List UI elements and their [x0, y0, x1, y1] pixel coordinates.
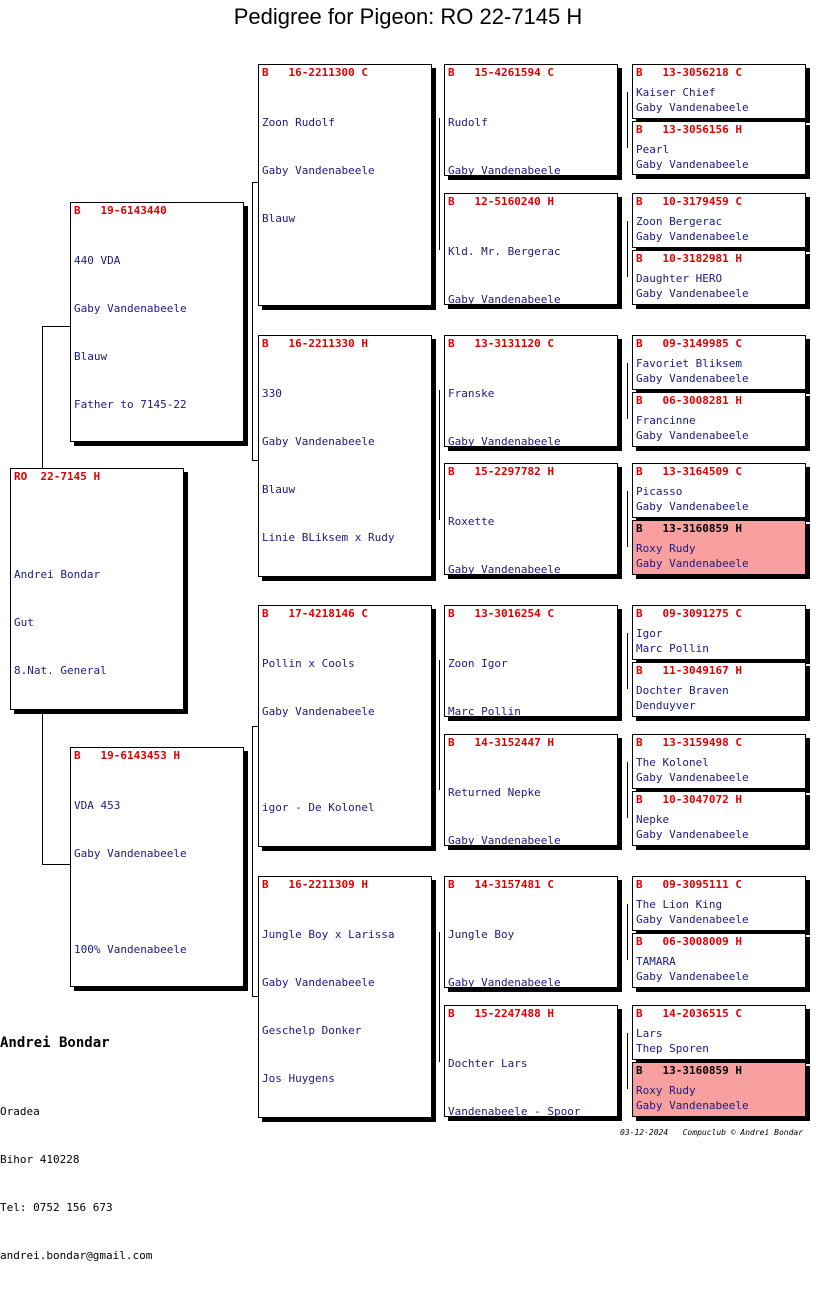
ring-number: B 13-3056218 C — [636, 66, 742, 79]
great-grandparent-card[interactable] — [444, 64, 618, 176]
connector-line — [42, 864, 70, 865]
connector-line — [252, 460, 258, 461]
pigeon-details: Kaiser Chief Gaby Vandenabeele — [636, 86, 749, 114]
pigeon-details: 330 Gaby Vandenabeele Blauw Linie BLiksem x Rudy — [262, 387, 395, 544]
ancestor-card-highlighted[interactable] — [632, 520, 806, 575]
ring-number: B 13-3160859 H — [636, 522, 742, 535]
ancestor-card[interactable] — [632, 876, 806, 931]
ancestor-card-highlighted[interactable] — [632, 1062, 806, 1117]
ring-number: B 14-3157481 C — [448, 878, 554, 891]
ancestor-card[interactable] — [632, 392, 806, 447]
grandparent-card[interactable] — [258, 64, 432, 306]
ring-number: B 10-3182981 H — [636, 252, 742, 265]
ancestor-card[interactable] — [632, 250, 806, 305]
connector-line — [627, 633, 628, 689]
pigeon-details: The Kolonel Gaby Vandenabeele — [636, 756, 749, 784]
pigeon-details: Zoon Bergerac Gaby Vandenabeele — [636, 215, 749, 243]
connector-line — [627, 363, 628, 419]
ring-number: B 15-2247488 H — [448, 1007, 554, 1020]
ring-number: B 13-3164509 C — [636, 465, 742, 478]
connector-line — [439, 118, 440, 250]
pigeon-details: Pollin x Cools Gaby Vandenabeele igor - De Kolonel — [262, 657, 375, 814]
great-grandparent-card[interactable] — [444, 193, 618, 305]
owner-phone: Tel: 0752 156 673 — [0, 1201, 113, 1214]
pigeon-details: Picasso Gaby Vandenabeele — [636, 485, 749, 513]
ancestor-card[interactable] — [632, 605, 806, 660]
connector-line — [627, 1033, 628, 1089]
ring-number: B 10-3047072 H — [636, 793, 742, 806]
grandparent-card[interactable] — [258, 335, 432, 577]
ancestor-card[interactable] — [632, 791, 806, 846]
ring-number: B 13-3056156 H — [636, 123, 742, 136]
ancestor-card[interactable] — [632, 335, 806, 390]
ring-number: B 10-3179459 C — [636, 195, 742, 208]
owner-info — [0, 1034, 200, 1296]
page-title: Pedigree for Pigeon: RO 22-7145 H — [233, 4, 583, 29]
subject-card[interactable] — [10, 468, 184, 710]
pigeon-details: 440 VDA Gaby Vandenabeele Blauw Father to 7145-22 — [74, 254, 187, 411]
connector-line — [42, 326, 70, 327]
ring-number: B 15-4261594 C — [448, 66, 554, 79]
grandparent-card[interactable] — [258, 605, 432, 847]
pigeon-details: Zoon Igor Marc Pollin — [448, 657, 521, 717]
ring-number: B 16-2211309 H — [262, 878, 368, 891]
ancestor-card[interactable] — [632, 1005, 806, 1060]
ancestor-card[interactable] — [632, 193, 806, 248]
pigeon-details: Franske Gaby Vandenabeele — [448, 387, 561, 447]
pigeon-details: Dochter Braven Denduyver — [636, 684, 729, 712]
connector-line — [42, 714, 43, 864]
pigeon-details: Zoon Rudolf Gaby Vandenabeele Blauw — [262, 116, 375, 225]
pigeon-details: The Lion King Gaby Vandenabeele — [636, 898, 749, 926]
pigeon-details: Rudolf Gaby Vandenabeele — [448, 116, 561, 176]
ring-number: B 16-2211300 C — [262, 66, 368, 79]
ring-number: B 19-6143453 H — [74, 749, 180, 762]
ring-number: B 13-3160859 H — [636, 1064, 742, 1077]
connector-line — [627, 92, 628, 148]
connector-line — [627, 221, 628, 277]
ring-number: RO 22-7145 H — [14, 470, 101, 483]
connector-line — [42, 326, 43, 468]
connector-line — [252, 726, 258, 727]
pigeon-details: Roxette Gaby Vandenabeele — [448, 515, 561, 575]
pigeon-details: Dochter Lars Vandenabeele - Spoor — [448, 1057, 581, 1117]
great-grandparent-card[interactable] — [444, 335, 618, 447]
pigeon-details: VDA 453 Gaby Vandenabeele 100% Vandenabeele — [74, 799, 187, 956]
pigeon-details: Igor Marc Pollin — [636, 627, 709, 655]
great-grandparent-card[interactable] — [444, 876, 618, 988]
pigeon-details: Kld. Mr. Bergerac Gaby Vandenabeele — [448, 245, 561, 305]
great-grandparent-card[interactable] — [444, 1005, 618, 1117]
pigeon-details: Lars Thep Sporen — [636, 1027, 709, 1055]
owner-city: Oradea — [0, 1105, 40, 1118]
ring-number: B 09-3091275 C — [636, 607, 742, 620]
connector-line — [439, 390, 440, 520]
pigeon-details: Favoriet Bliksem Gaby Vandenabeele — [636, 357, 749, 385]
pigeon-details: Returned Nepke Gaby Vandenabeele — [448, 786, 561, 846]
owner-address — [0, 1072, 200, 1296]
great-grandparent-card[interactable] — [444, 463, 618, 575]
ring-number: B 13-3016254 C — [448, 607, 554, 620]
pigeon-details: Roxy Rudy Gaby Vandenabeele — [636, 1084, 749, 1112]
footer-credit: 03-12-2024 Compuclub © Andrei Bondar — [620, 1128, 804, 1137]
ring-number: B 12-5160240 H — [448, 195, 554, 208]
connector-line — [439, 932, 440, 1062]
ring-number: B 14-2036515 C — [636, 1007, 742, 1020]
ancestor-card[interactable] — [632, 933, 806, 988]
ring-number: B 16-2211330 H — [262, 337, 368, 350]
grandparent-card[interactable] — [258, 876, 432, 1118]
owner-region: Bihor 410228 — [0, 1153, 80, 1166]
connector-line — [439, 660, 440, 790]
connector-line — [627, 904, 628, 960]
ring-number: B 13-3159498 C — [636, 736, 742, 749]
dam-card[interactable] — [70, 747, 244, 987]
pigeon-details: Pearl Gaby Vandenabeele — [636, 143, 749, 171]
ring-number: B 15-2297782 H — [448, 465, 554, 478]
connector-line — [627, 762, 628, 818]
connector-line — [252, 726, 253, 996]
ring-number: B 19-6143440 — [74, 204, 167, 217]
connector-line — [252, 182, 253, 460]
ring-number: B 09-3149985 C — [636, 337, 742, 350]
ring-number: B 17-4218146 C — [262, 607, 368, 620]
ancestor-card[interactable] — [632, 463, 806, 518]
pigeon-details: TAMARA Gaby Vandenabeele — [636, 955, 749, 983]
great-grandparent-card[interactable] — [444, 605, 618, 717]
ancestor-card[interactable] — [632, 734, 806, 789]
pigeon-details: Andrei Bondar Gut 8.Nat. General — [14, 568, 107, 677]
pigeon-details: Jungle Boy Gaby Vandenabeele — [448, 928, 561, 988]
owner-email[interactable]: andrei.bondar@gmail.com — [0, 1249, 153, 1262]
pigeon-details: Francinne Gaby Vandenabeele — [636, 414, 749, 442]
ring-number: B 09-3095111 C — [636, 878, 742, 891]
ring-number: B 06-3008009 H — [636, 935, 742, 948]
pigeon-details: Roxy Rudy Gaby Vandenabeele — [636, 542, 749, 570]
great-grandparent-card[interactable] — [444, 734, 618, 846]
owner-name: Andrei Bondar — [0, 1035, 110, 1051]
connector-line — [252, 182, 258, 183]
connector-line — [627, 491, 628, 547]
pigeon-details: Nepke Gaby Vandenabeele — [636, 813, 749, 841]
ring-number: B 14-3152447 H — [448, 736, 554, 749]
pigeon-details: Daughter HERO Gaby Vandenabeele — [636, 272, 749, 300]
sire-card[interactable] — [70, 202, 244, 442]
ancestor-card[interactable] — [632, 662, 806, 717]
ancestor-card[interactable] — [632, 121, 806, 175]
ancestor-card[interactable] — [632, 64, 806, 119]
connector-line — [252, 996, 258, 997]
pigeon-details: Jungle Boy x Larissa Gaby Vandenabeele Geschelp Donker Jos Huygens — [262, 928, 395, 1085]
ring-number: B 06-3008281 H — [636, 394, 742, 407]
ring-number: B 13-3131120 C — [448, 337, 554, 350]
ring-number: B 11-3049167 H — [636, 664, 742, 677]
